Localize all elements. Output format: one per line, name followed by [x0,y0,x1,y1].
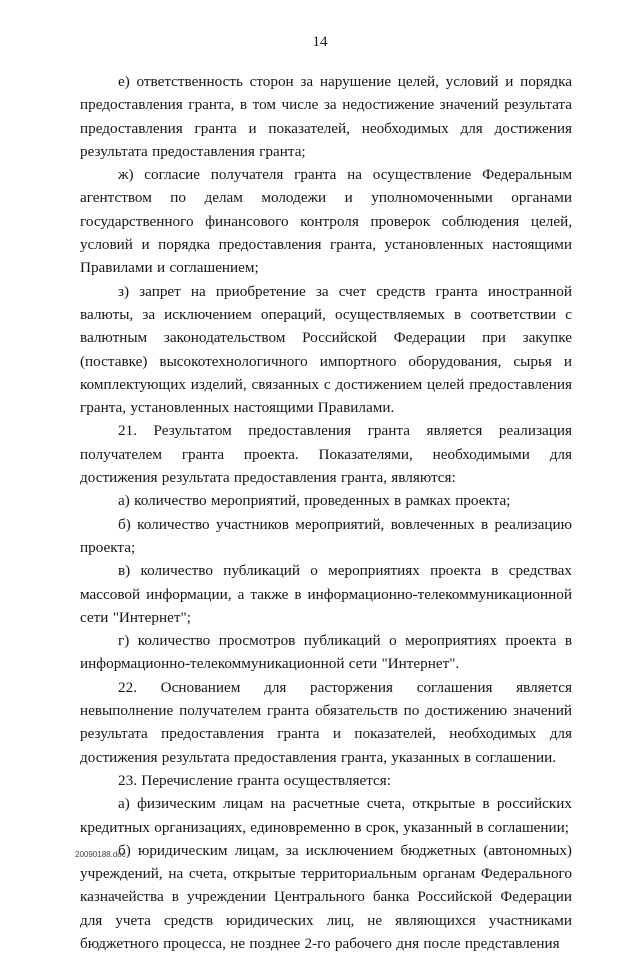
paragraph-a-individuals: а) физическим лицам на расчетные счета, открытые в российских кредитных организациях, единовременно в срок, указанный в соглашении; [80,795,572,836]
paragraph-z-currency-ban: з) запрет на приобретение за счет средств гранта иностранной валюты, за исключением операций, осуществляемых в соответствии с валютным законодательством Российской Федерации при закупке (поставке) высокотехнологичного импортного оборудования, сырья и комплектующих изделий, связанных с достижением целей предоставления гранта, установленных настоящими Правилами. [80,282,572,417]
footer-filename: 20090188.doc [75,850,126,859]
paragraph-b-legal-entities: б) юридическим лицам, за исключением бюджетных (автономных) учреждений, на счета, открытые территориальным органам Федерального казначейства в учреждении Центрального банка Российской Федерации для учета средств юридических лиц, не являющихся участниками бюджетного процесса, не позднее 2-го рабочего дня после представления [80,841,572,952]
paragraph-a-events-count: а) количество мероприятий, проведенных в рамках проекта; [118,492,511,510]
paragraph-e-responsibility: е) ответственность сторон за нарушение целей, условий и порядка предоставления гранта, в том числе за недостижение значений результата предоставления гранта и показателей, необходимых для достижения результата предоставления гранта; [80,73,572,160]
document-body [80,70,572,955]
paragraph-v-publications-count: в) количество публикаций о мероприятиях проекта в средствах массовой информации, а также в информационно-телекоммуникационной сети "Интернет"; [80,562,572,626]
page-number: 14 [312,34,328,50]
paragraph-21-result: 21. Результатом предоставления гранта является реализация получателем гранта проекта. Показателями, необходимыми для достижения результата предоставления гранта, являются: [80,422,572,487]
paragraph-22-termination: 22. Основанием для расторжения соглашения является невыполнение получателем гранта обязательств по достижению значений результата предоставления гранта и показателей, необходимых для достижения результата предоставления гранта, указанных в соглашении. [80,678,572,766]
paragraph-23-transfer: 23. Перечисление гранта осуществляется: [118,771,391,789]
paragraph-zh-consent: ж) согласие получателя гранта на осуществление Федеральным агентством по делам молодежи и уполномоченными органами государственного финансового контроля проверок соблюдения целей, условий и порядка предоставления гранта, установленных настоящими Правилами и соглашением; [80,166,572,277]
paragraph-b-participants-count: б) количество участников мероприятий, вовлеченных в реализацию проекта; [80,515,572,556]
paragraph-g-views-count: г) количество просмотров публикаций о мероприятиях проекта в информационно-телекоммуникационной сети "Интернет". [80,632,572,673]
